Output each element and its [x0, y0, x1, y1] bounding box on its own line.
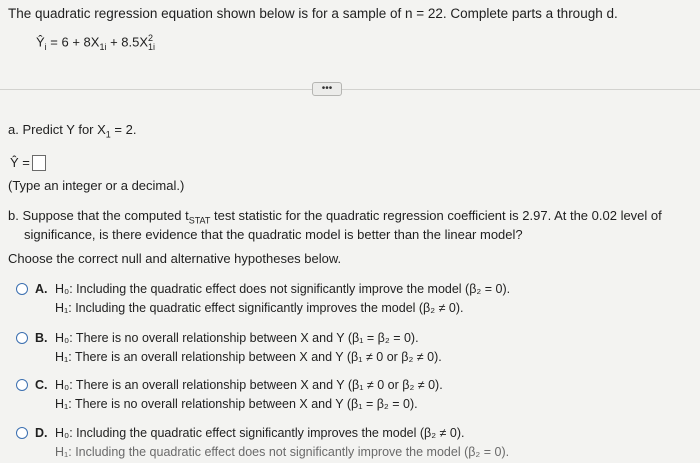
eq-term-2-sup: 2 — [148, 33, 154, 43]
eq-lhs: Ŷ — [36, 34, 45, 50]
option-d-h0: H₀: Including the quadratic effect significantly improves the model (β₂ ≠ 0). — [55, 426, 465, 440]
option-c-letter: C. — [35, 378, 48, 392]
radio-option-b[interactable] — [16, 332, 28, 344]
choose-instruction: Choose the correct null and alternative hypotheses below. — [8, 251, 342, 266]
expand-more-button[interactable]: ••• — [312, 82, 342, 96]
answer-hint: (Type an integer or a decimal.) — [8, 178, 185, 193]
option-a-h0: H₀: Including the quadratic effect does not significantly improve the model (β₂ = 0). — [55, 282, 511, 296]
option-d-h1: H₁: Including the quadratic effect does not significantly improve the model (β₂ = 0). — [55, 445, 510, 459]
option-b[interactable] — [16, 330, 442, 368]
eq-term-2-scripts — [148, 34, 155, 52]
radio-option-c[interactable] — [16, 379, 28, 391]
part-b-question-line1 — [8, 208, 662, 229]
t-stat-sub: STAT — [188, 215, 211, 226]
eq-term-1: = 6 + 8X — [46, 34, 100, 50]
part-a-suffix: = 2. — [110, 122, 137, 137]
part-a-sub: 1 — [105, 129, 111, 140]
radio-option-d[interactable] — [16, 427, 28, 439]
radio-option-a[interactable] — [16, 283, 28, 295]
eq-term-1-sub: 1i — [99, 42, 107, 53]
eq-term-2: + 8.5X — [106, 34, 149, 50]
option-b-letter: B. — [35, 331, 48, 345]
section-divider — [0, 89, 700, 90]
option-c-h0: H₀: There is an overall relationship between X and Y (β₁ ≠ 0 or β₂ ≠ 0). — [55, 378, 443, 392]
option-d[interactable] — [16, 425, 509, 463]
part-b-question-line2: significance, is there evidence that the quadratic model is better than the linear model? — [24, 227, 523, 242]
option-c[interactable] — [16, 377, 443, 415]
option-d-letter: D. — [35, 426, 48, 440]
option-a-letter: A. — [35, 282, 48, 296]
part-a-prefix: a. Predict Y for X — [8, 122, 106, 137]
option-c-h1: H₁: There is no overall relationship between X and Y (β₁ = β₂ = 0). — [55, 397, 418, 411]
part-b-line1: b. Suppose that the computed t — [8, 208, 189, 223]
eq-term-2-sub: 1i — [148, 42, 156, 52]
option-a-h1: H₁: Including the quadratic effect significantly improves the model (β₂ ≠ 0). — [55, 301, 464, 315]
option-a[interactable] — [16, 281, 510, 319]
option-b-h0: H₀: There is no overall relationship between X and Y (β₁ = β₂ = 0). — [55, 331, 419, 345]
part-b-line1-rest: test statistic for the quadratic regression coefficient is 2.97. At the 0.02 level of — [210, 208, 662, 223]
regression-equation — [36, 34, 155, 55]
part-a-question — [8, 122, 136, 143]
answer-input[interactable] — [32, 155, 46, 171]
option-b-h1: H₁: There is an overall relationship between X and Y (β₁ ≠ 0 or β₂ ≠ 0). — [55, 350, 442, 364]
eq-lhs-sub: i — [44, 42, 47, 53]
part-a-answer-row — [10, 155, 46, 171]
answer-label: Ŷ = — [10, 155, 30, 170]
problem-intro: The quadratic regression equation shown below is for a sample of n = 22. Complete parts a through d. — [8, 6, 618, 21]
